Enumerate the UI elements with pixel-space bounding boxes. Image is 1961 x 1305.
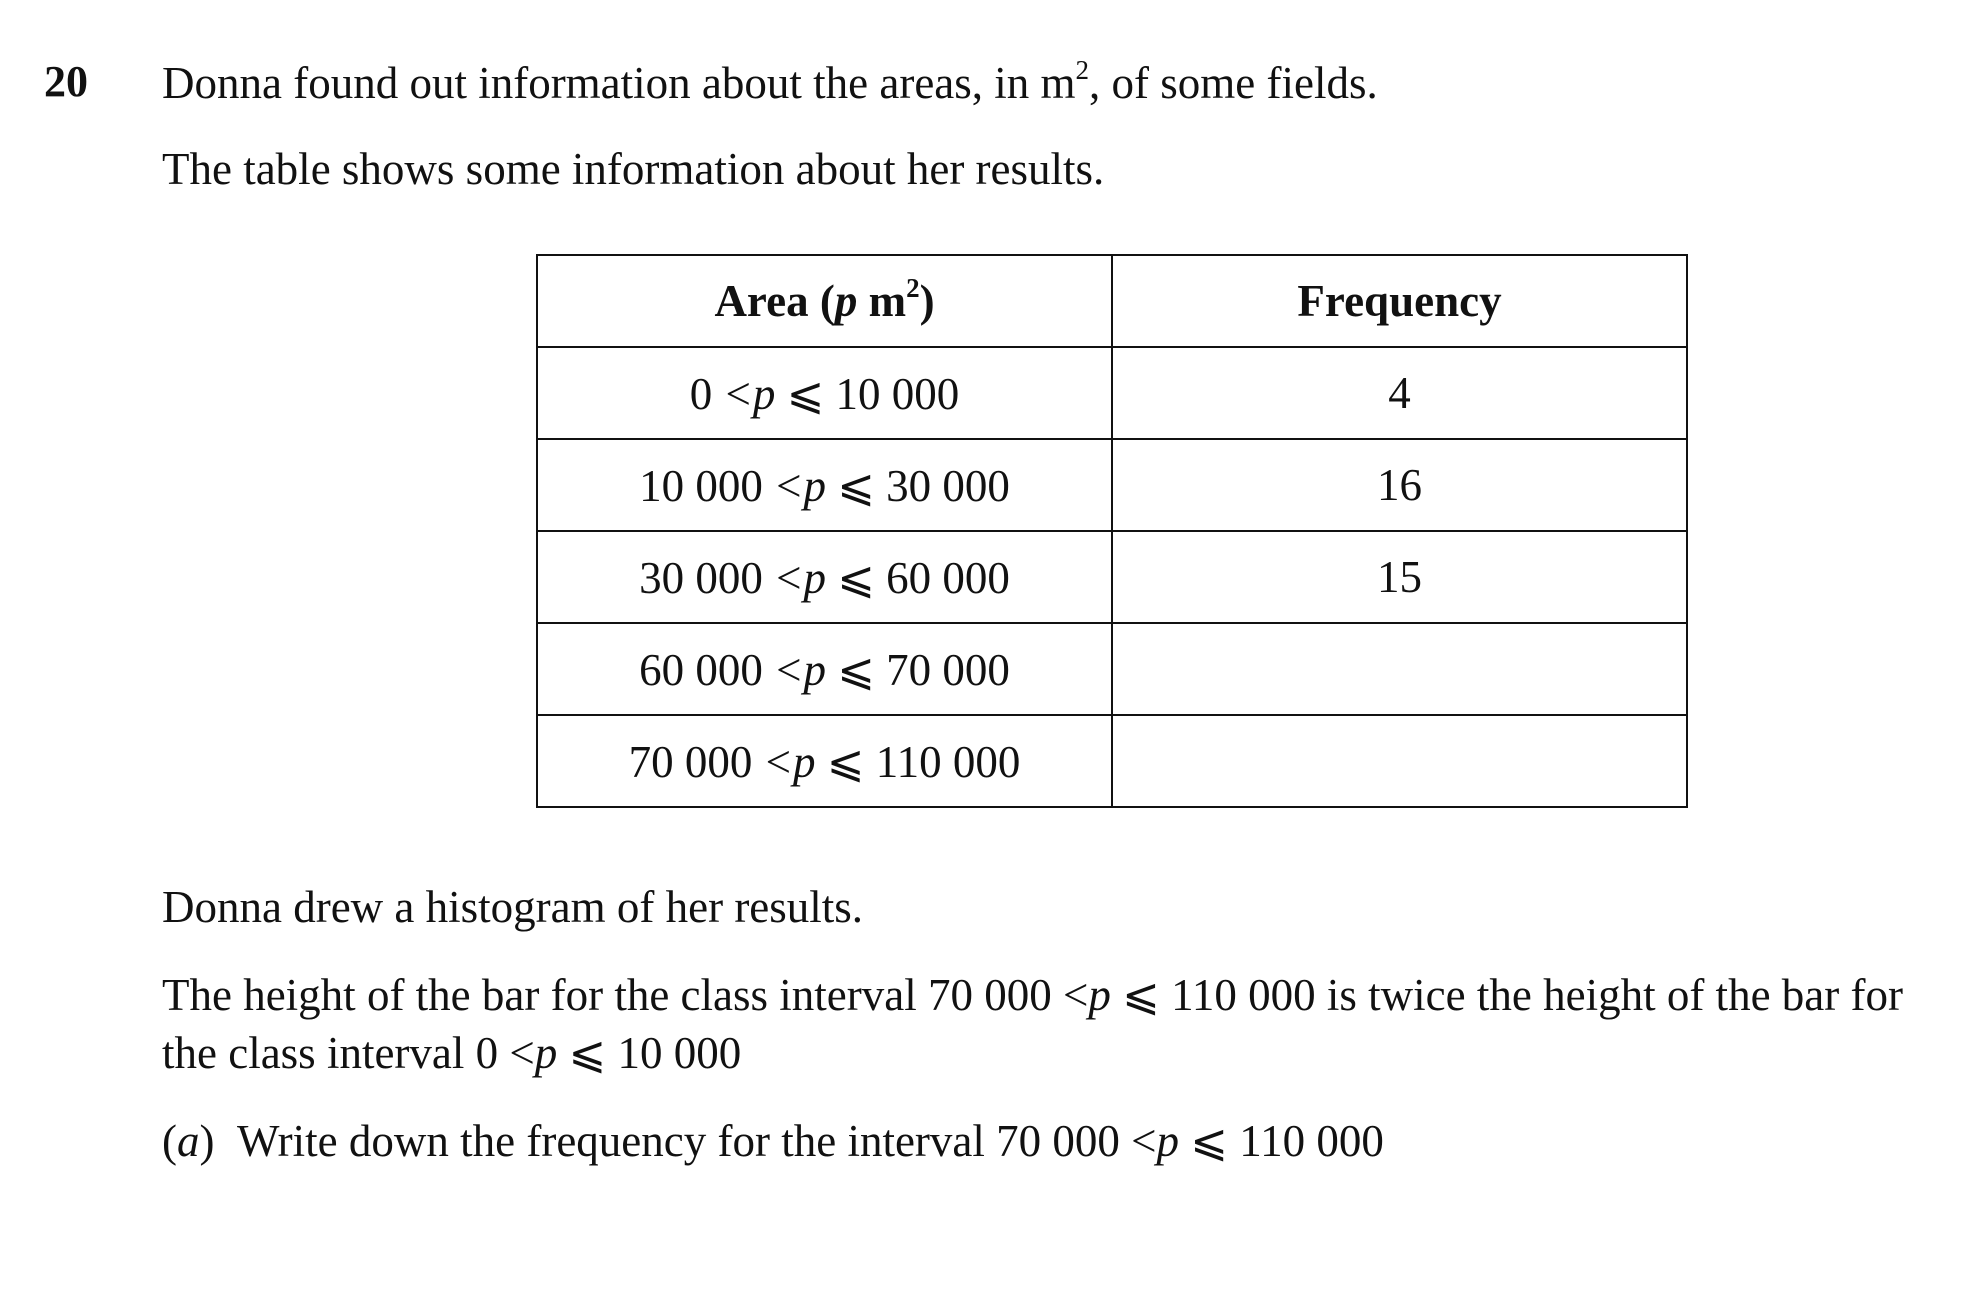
header-area-superscript: 2 — [906, 273, 920, 303]
less-than-sign: < — [1131, 1116, 1157, 1166]
frequency-answer-cell[interactable] — [1112, 715, 1687, 807]
less-or-equal-sign: ⩽ — [1190, 1116, 1228, 1166]
interval-variable: p — [1156, 1116, 1180, 1166]
less-or-equal-sign: ⩽ — [786, 368, 825, 419]
less-than-sign: < — [776, 644, 802, 695]
area-interval-cell — [537, 623, 1112, 715]
table-row — [537, 439, 1687, 531]
frequency-cell: 15 — [1112, 531, 1687, 623]
interval-variable: p — [803, 552, 826, 603]
interval-high: 110 000 — [875, 736, 1021, 787]
header-area-text-b: m — [857, 276, 907, 326]
intro-text-a: Donna found out information about the areas, in m — [162, 58, 1076, 108]
interval-variable: p — [752, 368, 776, 419]
frequency-table — [536, 254, 1688, 808]
height-text-a: The height of the bar for the class interval 70 000 — [162, 970, 1052, 1020]
less-than-sign: < — [776, 552, 802, 603]
part-a-text: Write down the frequency for the interval 70 000 — [237, 1116, 1120, 1166]
less-or-equal-sign: ⩽ — [826, 736, 865, 787]
interval-variable: p — [803, 644, 826, 695]
less-than-sign: < — [725, 368, 751, 419]
histogram-statement: Donna drew a histogram of her results. — [162, 882, 864, 932]
area-interval-cell — [537, 715, 1112, 807]
interval-low: 70 000 — [628, 736, 753, 787]
interval-variable: p — [1088, 970, 1111, 1020]
part-a-interval-end: 110 000 — [1239, 1116, 1384, 1166]
part-a-question: (a) Write down the frequency for the interval 70 000 <p ⩽ 110 000 — [162, 1116, 1384, 1166]
header-area-text-a: Area ( — [714, 276, 835, 326]
less-than-sign: < — [776, 460, 802, 511]
area-interval-cell — [537, 531, 1112, 623]
interval-variable: p — [803, 460, 826, 511]
intro-text-b: , of some fields. — [1089, 58, 1378, 108]
interval-low: 10 000 — [639, 460, 763, 511]
interval-high: 30 000 — [886, 460, 1010, 511]
table-row — [537, 623, 1687, 715]
table-row — [537, 715, 1687, 807]
header-frequency: Frequency — [1112, 255, 1687, 347]
interval-low: 60 000 — [639, 644, 763, 695]
less-or-equal-sign: ⩽ — [837, 644, 875, 695]
interval-low: 0 — [689, 368, 713, 419]
less-or-equal-sign: ⩽ — [1122, 970, 1160, 1020]
frequency-cell: 4 — [1112, 347, 1687, 439]
squared-superscript: 2 — [1075, 55, 1090, 85]
height-text-c: 10 000 — [617, 1028, 742, 1078]
interval-variable: p — [793, 736, 816, 787]
less-than-sign: < — [509, 1028, 535, 1078]
less-or-equal-sign: ⩽ — [837, 460, 875, 511]
question-intro-line1 — [162, 54, 1378, 112]
header-area — [537, 255, 1112, 347]
question-number: 20 — [44, 57, 88, 106]
less-or-equal-sign: ⩽ — [837, 552, 875, 603]
header-area-variable: p — [834, 276, 858, 326]
table-header-row — [537, 255, 1687, 347]
table-row — [537, 531, 1687, 623]
frequency-answer-cell[interactable] — [1112, 623, 1687, 715]
less-or-equal-sign: ⩽ — [568, 1028, 607, 1078]
part-a-label: a — [177, 1116, 200, 1166]
interval-low: 30 000 — [639, 552, 763, 603]
interval-high: 60 000 — [886, 552, 1010, 603]
less-than-sign: < — [765, 736, 792, 787]
header-area-text-c: ) — [919, 276, 935, 326]
area-interval-cell — [537, 347, 1112, 439]
interval-high: 10 000 — [835, 368, 960, 419]
frequency-cell: 16 — [1112, 439, 1687, 531]
less-than-sign: < — [1062, 970, 1089, 1020]
interval-high: 70 000 — [886, 644, 1010, 695]
table-row — [537, 347, 1687, 439]
bar-height-statement — [162, 966, 1922, 1082]
question-intro-line2: The table shows some information about her results. — [162, 144, 1105, 194]
area-interval-cell — [537, 439, 1112, 531]
interval-variable: p — [534, 1028, 558, 1078]
height-text-b: 110 000 is twice the height of the bar for the class interval 0 — [162, 970, 1903, 1078]
